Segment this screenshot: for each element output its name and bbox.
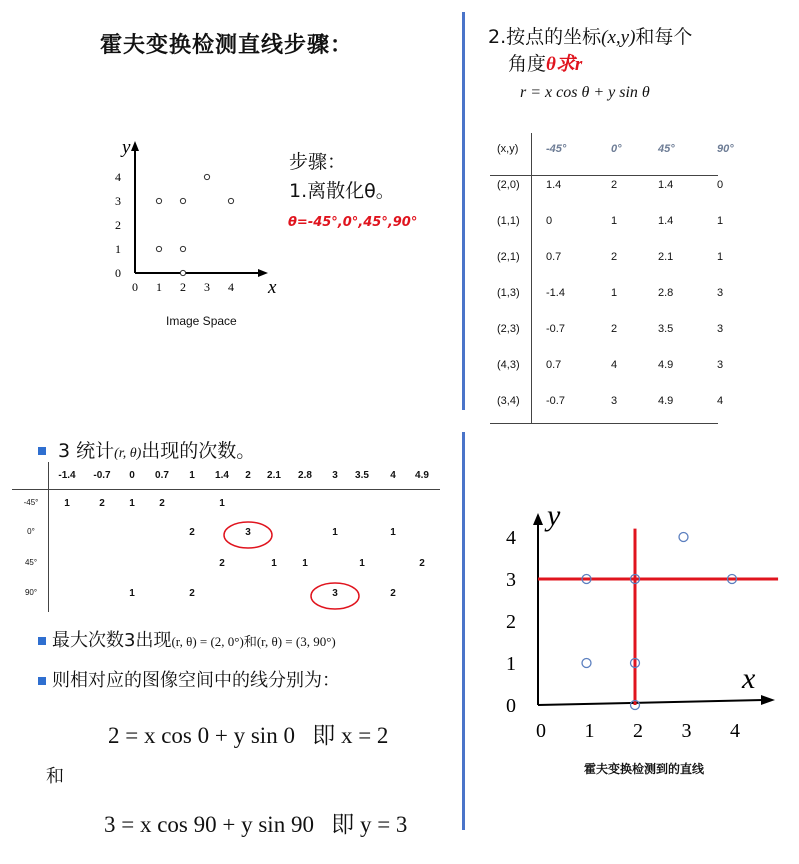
point-table-header-cell: 45° (658, 143, 675, 155)
detected-x-label: x (742, 662, 756, 695)
bullet-max (38, 637, 46, 645)
step2-formula: r = x cos θ + y sin θ (520, 84, 650, 101)
count-table-cell: 3 (245, 527, 251, 538)
count-table-cell: 2 (159, 498, 165, 509)
count-table-cell: 1 (129, 498, 135, 509)
point-table-cell: -0.7 (546, 323, 565, 335)
count-table-cell: 1 (302, 558, 308, 569)
step1-angles: θ=-45°,0°,45°,90° (288, 215, 418, 230)
point-table-wrap (490, 131, 757, 419)
equation-and: 和 (46, 766, 64, 786)
point-table-cell: 1 (611, 287, 618, 299)
point-table-cell: (1,1) (497, 215, 520, 227)
divider-top (462, 12, 465, 410)
count-table-cell: 2 (99, 498, 105, 509)
image-space-y-tick: 4 (115, 170, 121, 184)
point-table-cell: (3,4) (497, 395, 520, 407)
point-table-cell: -0.7 (546, 395, 565, 407)
detected-x-tick: 2 (633, 720, 643, 742)
count-table-row-label: -45° (23, 498, 39, 507)
count-table-row-label: 45° (24, 558, 38, 567)
detected-x-arrow (761, 695, 775, 705)
point-table-cell: 2.1 (658, 251, 674, 263)
detected-y-tick: 3 (506, 569, 516, 591)
bullet-max-expr: (r, θ) = (2, 0°)和(r, θ) = (3, 90°) (171, 634, 336, 649)
point-table-hline-top (490, 175, 718, 176)
count-table-column-header: 4.9 (415, 470, 429, 481)
point-table-cell: 2 (611, 251, 618, 263)
count-table-cell: 2 (419, 558, 425, 569)
point-table-vline (531, 133, 532, 423)
point-table-cell: (2,1) (497, 251, 520, 263)
image-space-y-tick: 3 (115, 194, 121, 208)
count-table-column-header: 2.8 (298, 470, 312, 481)
count-table-cell: 1 (64, 498, 70, 509)
detected-y-tick: 2 (506, 611, 516, 633)
step3-var: (r, θ) (114, 446, 142, 461)
count-table-column-header: 3.5 (355, 470, 369, 481)
point-table-cell: 2 (611, 323, 618, 335)
count-table-cell: 1 (219, 498, 225, 509)
image-space-y-tick: 1 (115, 242, 121, 256)
point-table-cell: 4.9 (658, 359, 674, 371)
point-table-cell: 3 (717, 359, 724, 371)
image-space-point (180, 246, 185, 251)
count-table-row-label: 90° (24, 588, 38, 597)
count-table-cell: 3 (332, 588, 338, 599)
point-table-cell: 1 (717, 215, 724, 227)
point-table-header-cell: (x,y) (497, 143, 519, 155)
step2-line1-suffix: 和每个 (635, 26, 693, 48)
detected-x-tick: 0 (536, 720, 546, 742)
count-table-highlights (12, 462, 440, 612)
point-table-cell: 4.9 (658, 395, 674, 407)
count-table-column-header: 1.4 (215, 470, 229, 481)
count-table-cell: 2 (219, 558, 225, 569)
step3-suffix: 出现的次数。 (141, 440, 256, 462)
step2-line2-prefix: 角度 (508, 53, 547, 75)
step3-text (58, 436, 255, 463)
count-table-column-header: 2.1 (267, 470, 281, 481)
image-space-point (180, 270, 185, 275)
point-table-hline-bottom (490, 423, 718, 424)
detected-y-tick: 4 (506, 527, 516, 549)
page-title: 霍夫变换检测直线步骤： (100, 33, 354, 58)
image-space-y-tick: 0 (115, 266, 121, 280)
step2-red: θ求r (546, 54, 583, 75)
count-table-column-header: 4 (390, 470, 396, 481)
point-table-header-cell: 90° (717, 143, 734, 155)
count-table-cell: 2 (189, 588, 195, 599)
divider-bottom (462, 432, 465, 830)
detected-y-tick: 0 (506, 695, 516, 717)
count-table-column-header: 1 (189, 470, 195, 481)
step2-var: (x,y) (601, 27, 636, 48)
point-table-cell: 2.8 (658, 287, 674, 299)
count-table-cell: 1 (359, 558, 365, 569)
point-table-cell: (2,3) (497, 323, 520, 335)
point-table-cell: 3 (611, 395, 618, 407)
count-table-cell: 2 (390, 588, 396, 599)
point-table-header-cell: -45° (546, 143, 567, 155)
detected-x-tick: 3 (681, 720, 692, 742)
point-table-cell: (2,0) (497, 179, 520, 191)
count-table-cell: 2 (189, 527, 195, 538)
point-table-cell: 2 (611, 179, 618, 191)
bullet-lines (38, 677, 46, 685)
count-table-cell: 1 (390, 527, 396, 538)
point-table-cell: (4,3) (497, 359, 520, 371)
count-table-column-header: -1.4 (58, 470, 76, 481)
equation-2: 3 = x cos 90 + y sin 90 即 y = 3 (104, 812, 408, 837)
count-table-column-header: -0.7 (93, 470, 111, 481)
image-space-caption: Image Space (166, 314, 237, 328)
image-space-point (228, 198, 233, 203)
detected-caption: 霍夫变换检测到的直线 (584, 762, 705, 776)
image-space-x-arrow (258, 269, 268, 277)
image-space-y-tick: 2 (115, 218, 121, 232)
count-table-cell: 1 (332, 527, 338, 538)
image-space-x-label: x (268, 277, 277, 298)
count-table-column-header: 2 (245, 470, 251, 481)
bullet-lines-text: 则相对应的图像空间中的线分别为： (52, 670, 340, 691)
bullet-max-text (52, 626, 336, 652)
detected-y-label: y (547, 499, 561, 532)
count-table-column-header: 3 (332, 470, 338, 481)
image-space-plot (100, 135, 290, 335)
detected-lines-plot (495, 495, 785, 755)
point-table-cell: 1.4 (658, 179, 674, 191)
image-space-y-label: y (122, 137, 131, 158)
image-space-point (180, 198, 185, 203)
count-table-row-label: 0° (27, 527, 35, 536)
step3-prefix: 3 统计 (58, 440, 115, 462)
step1-text: 1.离散化θ。 (289, 180, 395, 202)
point-table-cell: 0 (546, 215, 553, 227)
detected-point (582, 659, 591, 668)
point-table-cell: 4 (717, 395, 724, 407)
point-table-cell: 1 (611, 215, 618, 227)
point-table-cell: -1.4 (546, 287, 565, 299)
image-space-point (156, 246, 161, 251)
point-table-cell: 1.4 (546, 179, 562, 191)
image-space-x-tick: 3 (204, 280, 210, 294)
image-space-point (204, 174, 209, 179)
point-table-cell: 4 (611, 359, 618, 371)
point-table-cell: 1 (717, 251, 724, 263)
point-table-cell: 1.4 (658, 215, 674, 227)
detected-x-tick: 4 (730, 720, 740, 742)
image-space-x-tick: 0 (132, 280, 138, 294)
count-table (12, 462, 440, 612)
image-space-point (156, 198, 161, 203)
detected-x-tick: 1 (584, 720, 595, 742)
detected-y-arrow (533, 513, 543, 525)
highlight-0deg-2 (224, 522, 272, 548)
point-table-cell: 3 (717, 287, 724, 299)
step2-line1 (488, 22, 692, 49)
detected-x-axis (538, 700, 763, 705)
step2-line1-prefix: 2.按点的坐标 (488, 26, 602, 48)
image-space-x-tick: 4 (228, 280, 234, 294)
equation-1: 2 = x cos 0 + y sin 0 即 x = 2 (108, 723, 389, 748)
detected-point (679, 533, 688, 542)
point-table-cell: 3.5 (658, 323, 674, 335)
highlight-90deg-3 (311, 583, 359, 609)
image-space-x-tick: 2 (180, 280, 186, 294)
point-table-cell: 0.7 (546, 359, 562, 371)
step2-line2 (508, 49, 582, 76)
count-table-cell: 1 (129, 588, 135, 599)
count-table-cell: 1 (271, 558, 277, 569)
point-table-cell: 0 (717, 179, 724, 191)
point-table-cell: 3 (717, 323, 724, 335)
point-table-cell: (1,3) (497, 287, 520, 299)
bullet-max-label: 最大次数3出现 (52, 630, 172, 651)
steps-heading: 步骤： (289, 151, 347, 173)
image-space-x-tick: 1 (156, 280, 162, 294)
bullet-step3 (38, 447, 46, 455)
point-table-cell: 0.7 (546, 251, 562, 263)
detected-y-tick: 1 (506, 653, 516, 675)
point-table-header-cell: 0° (611, 143, 622, 155)
count-table-column-header: 0.7 (155, 470, 169, 481)
count-table-column-header: 0 (129, 470, 135, 481)
image-space-y-arrow (131, 141, 139, 151)
